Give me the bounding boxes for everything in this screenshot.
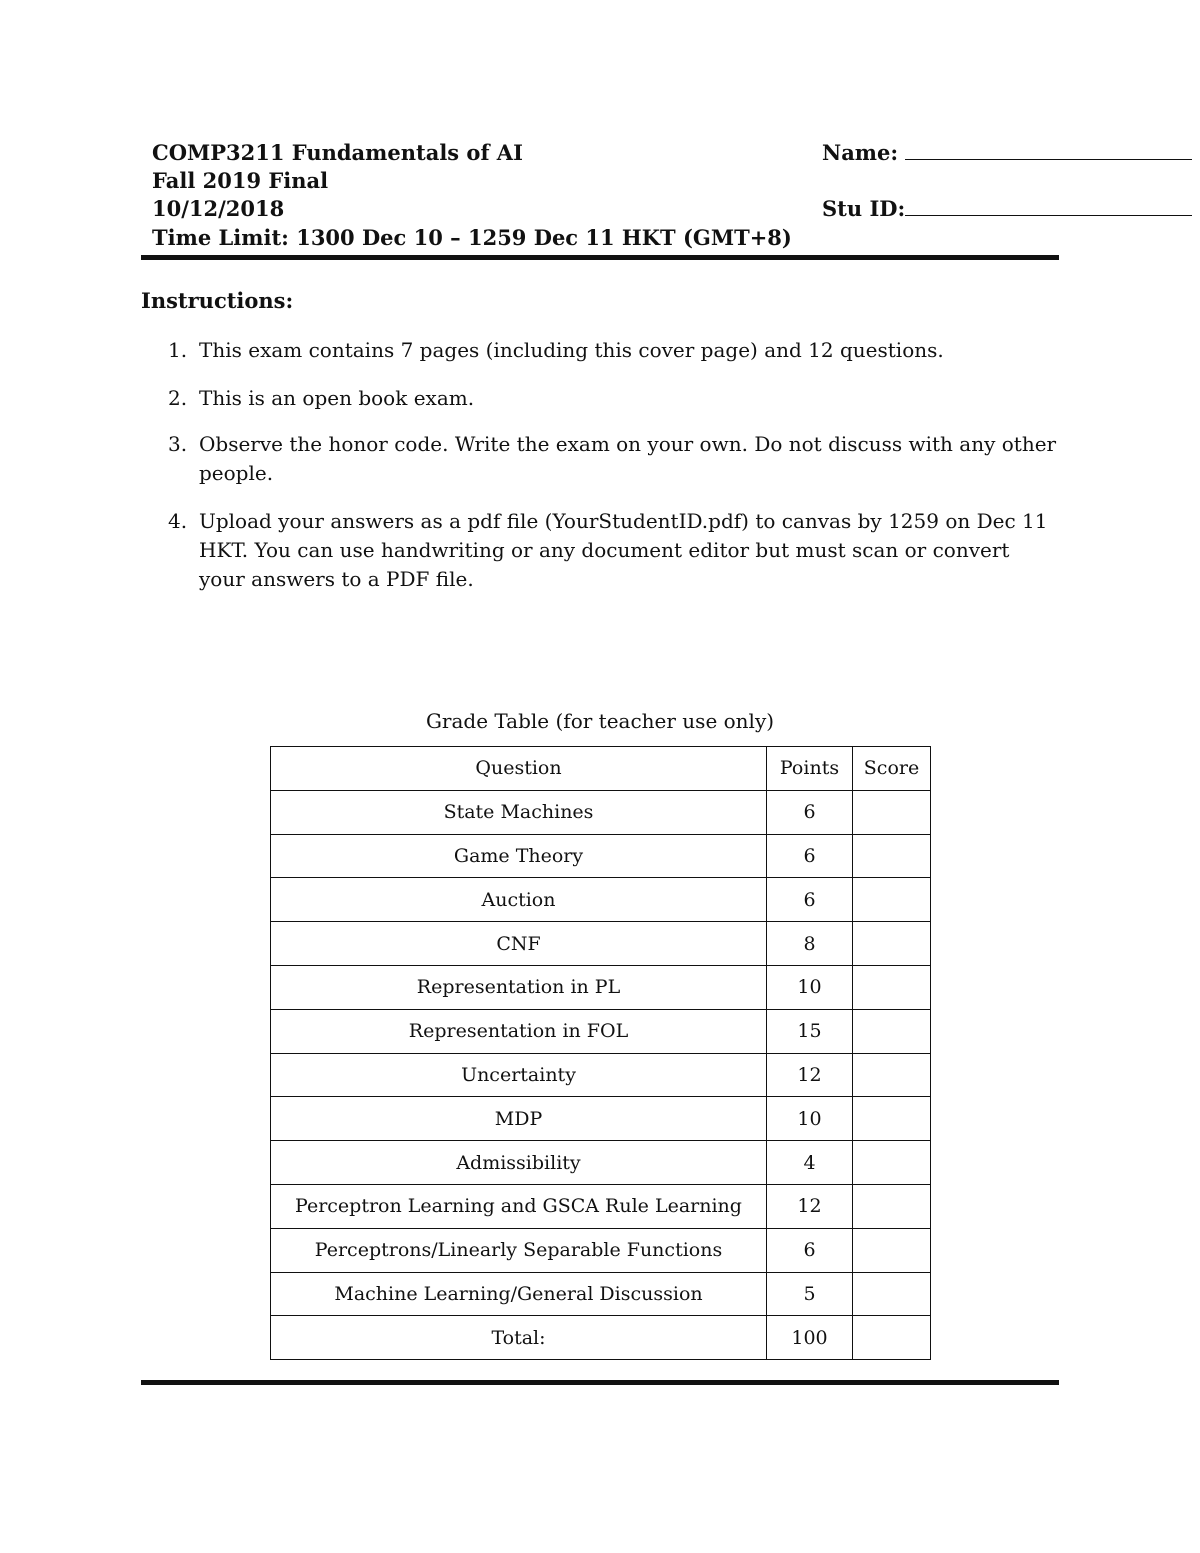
- table-row: [271, 1184, 931, 1228]
- table-row: [271, 1053, 931, 1097]
- question-cell: Perceptron Learning and GSCA Rule Learning: [271, 1184, 767, 1228]
- score-cell: [853, 1141, 931, 1185]
- instruction-text: Upload your answers as a pdf file (YourStudentID.pdf) to canvas by 1259 on Dec 11 HKT. You can use handwriting or any document editor but must scan or convert your answers to a PDF file.: [199, 509, 1048, 591]
- points-cell: 10: [767, 1097, 853, 1141]
- question-cell: Admissibility: [271, 1141, 767, 1185]
- instruction-item: [141, 507, 1059, 594]
- points-cell: 4: [767, 1141, 853, 1185]
- points-cell: 8: [767, 922, 853, 966]
- question-cell: Representation in FOL: [271, 1009, 767, 1053]
- question-cell: Game Theory: [271, 834, 767, 878]
- exam-term: Fall 2019 Final: [152, 168, 329, 193]
- instruction-text: This is an open book exam.: [199, 386, 475, 410]
- score-cell: [853, 1228, 931, 1272]
- instruction-text: Observe the honor code. Write the exam on your own. Do not discuss with any other people.: [199, 432, 1057, 485]
- column-header-score: Score: [853, 747, 931, 791]
- total-score-cell: [853, 1316, 931, 1360]
- table-row: [271, 1141, 931, 1185]
- instructions-heading: Instructions:: [141, 288, 294, 313]
- table-row: [271, 1272, 931, 1316]
- instruction-number: 1.: [168, 338, 188, 362]
- instruction-number: 3.: [168, 432, 188, 456]
- question-cell: CNF: [271, 922, 767, 966]
- name-blank-line: [905, 159, 1192, 160]
- instruction-number: 2.: [168, 386, 188, 410]
- column-header-question: Question: [271, 747, 767, 791]
- question-cell: Machine Learning/General Discussion: [271, 1272, 767, 1316]
- time-limit: Time Limit: 1300 Dec 10 – 1259 Dec 11 HKT (GMT+8): [152, 225, 792, 250]
- points-cell: 5: [767, 1272, 853, 1316]
- points-cell: 6: [767, 834, 853, 878]
- points-cell: 6: [767, 878, 853, 922]
- score-cell: [853, 1097, 931, 1141]
- score-cell: [853, 1053, 931, 1097]
- table-row: [271, 790, 931, 834]
- points-cell: 6: [767, 1228, 853, 1272]
- points-cell: 12: [767, 1184, 853, 1228]
- question-cell: Auction: [271, 878, 767, 922]
- instruction-text: This exam contains 7 pages (including this cover page) and 12 questions.: [199, 338, 944, 362]
- table-header-row: [271, 747, 931, 791]
- score-cell: [853, 790, 931, 834]
- score-cell: [853, 1009, 931, 1053]
- total-row: [271, 1316, 931, 1360]
- grade-table-caption: Grade Table (for teacher use only): [425, 709, 775, 733]
- score-cell: [853, 922, 931, 966]
- instruction-item: [141, 430, 1059, 488]
- table-row: [271, 922, 931, 966]
- column-header-points: Points: [767, 747, 853, 791]
- question-cell: Representation in PL: [271, 965, 767, 1009]
- question-cell: Perceptrons/Linearly Separable Functions: [271, 1228, 767, 1272]
- stu-id-label: Stu ID:: [822, 196, 906, 221]
- score-cell: [853, 1184, 931, 1228]
- exam-date: 10/12/2018: [152, 196, 285, 221]
- table-row: [271, 1228, 931, 1272]
- table-row: [271, 1009, 931, 1053]
- question-cell: MDP: [271, 1097, 767, 1141]
- score-cell: [853, 834, 931, 878]
- grade-table: [270, 746, 931, 1360]
- total-points-cell: 100: [767, 1316, 853, 1360]
- footer-divider: [141, 1380, 1059, 1385]
- instruction-number: 4.: [168, 509, 188, 533]
- points-cell: 10: [767, 965, 853, 1009]
- score-cell: [853, 965, 931, 1009]
- table-row: [271, 834, 931, 878]
- instruction-item: [141, 336, 1059, 365]
- table-row: [271, 1097, 931, 1141]
- course-title: COMP3211 Fundamentals of AI: [152, 140, 523, 165]
- points-cell: 12: [767, 1053, 853, 1097]
- points-cell: 6: [767, 790, 853, 834]
- table-row: [271, 878, 931, 922]
- header-divider: [141, 255, 1059, 260]
- question-cell: State Machines: [271, 790, 767, 834]
- score-cell: [853, 878, 931, 922]
- score-cell: [853, 1272, 931, 1316]
- question-cell: Uncertainty: [271, 1053, 767, 1097]
- stu-id-blank-line: [905, 215, 1192, 216]
- instruction-item: [141, 384, 1059, 413]
- name-label: Name:: [822, 140, 899, 165]
- total-label-cell: Total:: [271, 1316, 767, 1360]
- points-cell: 15: [767, 1009, 853, 1053]
- table-row: [271, 965, 931, 1009]
